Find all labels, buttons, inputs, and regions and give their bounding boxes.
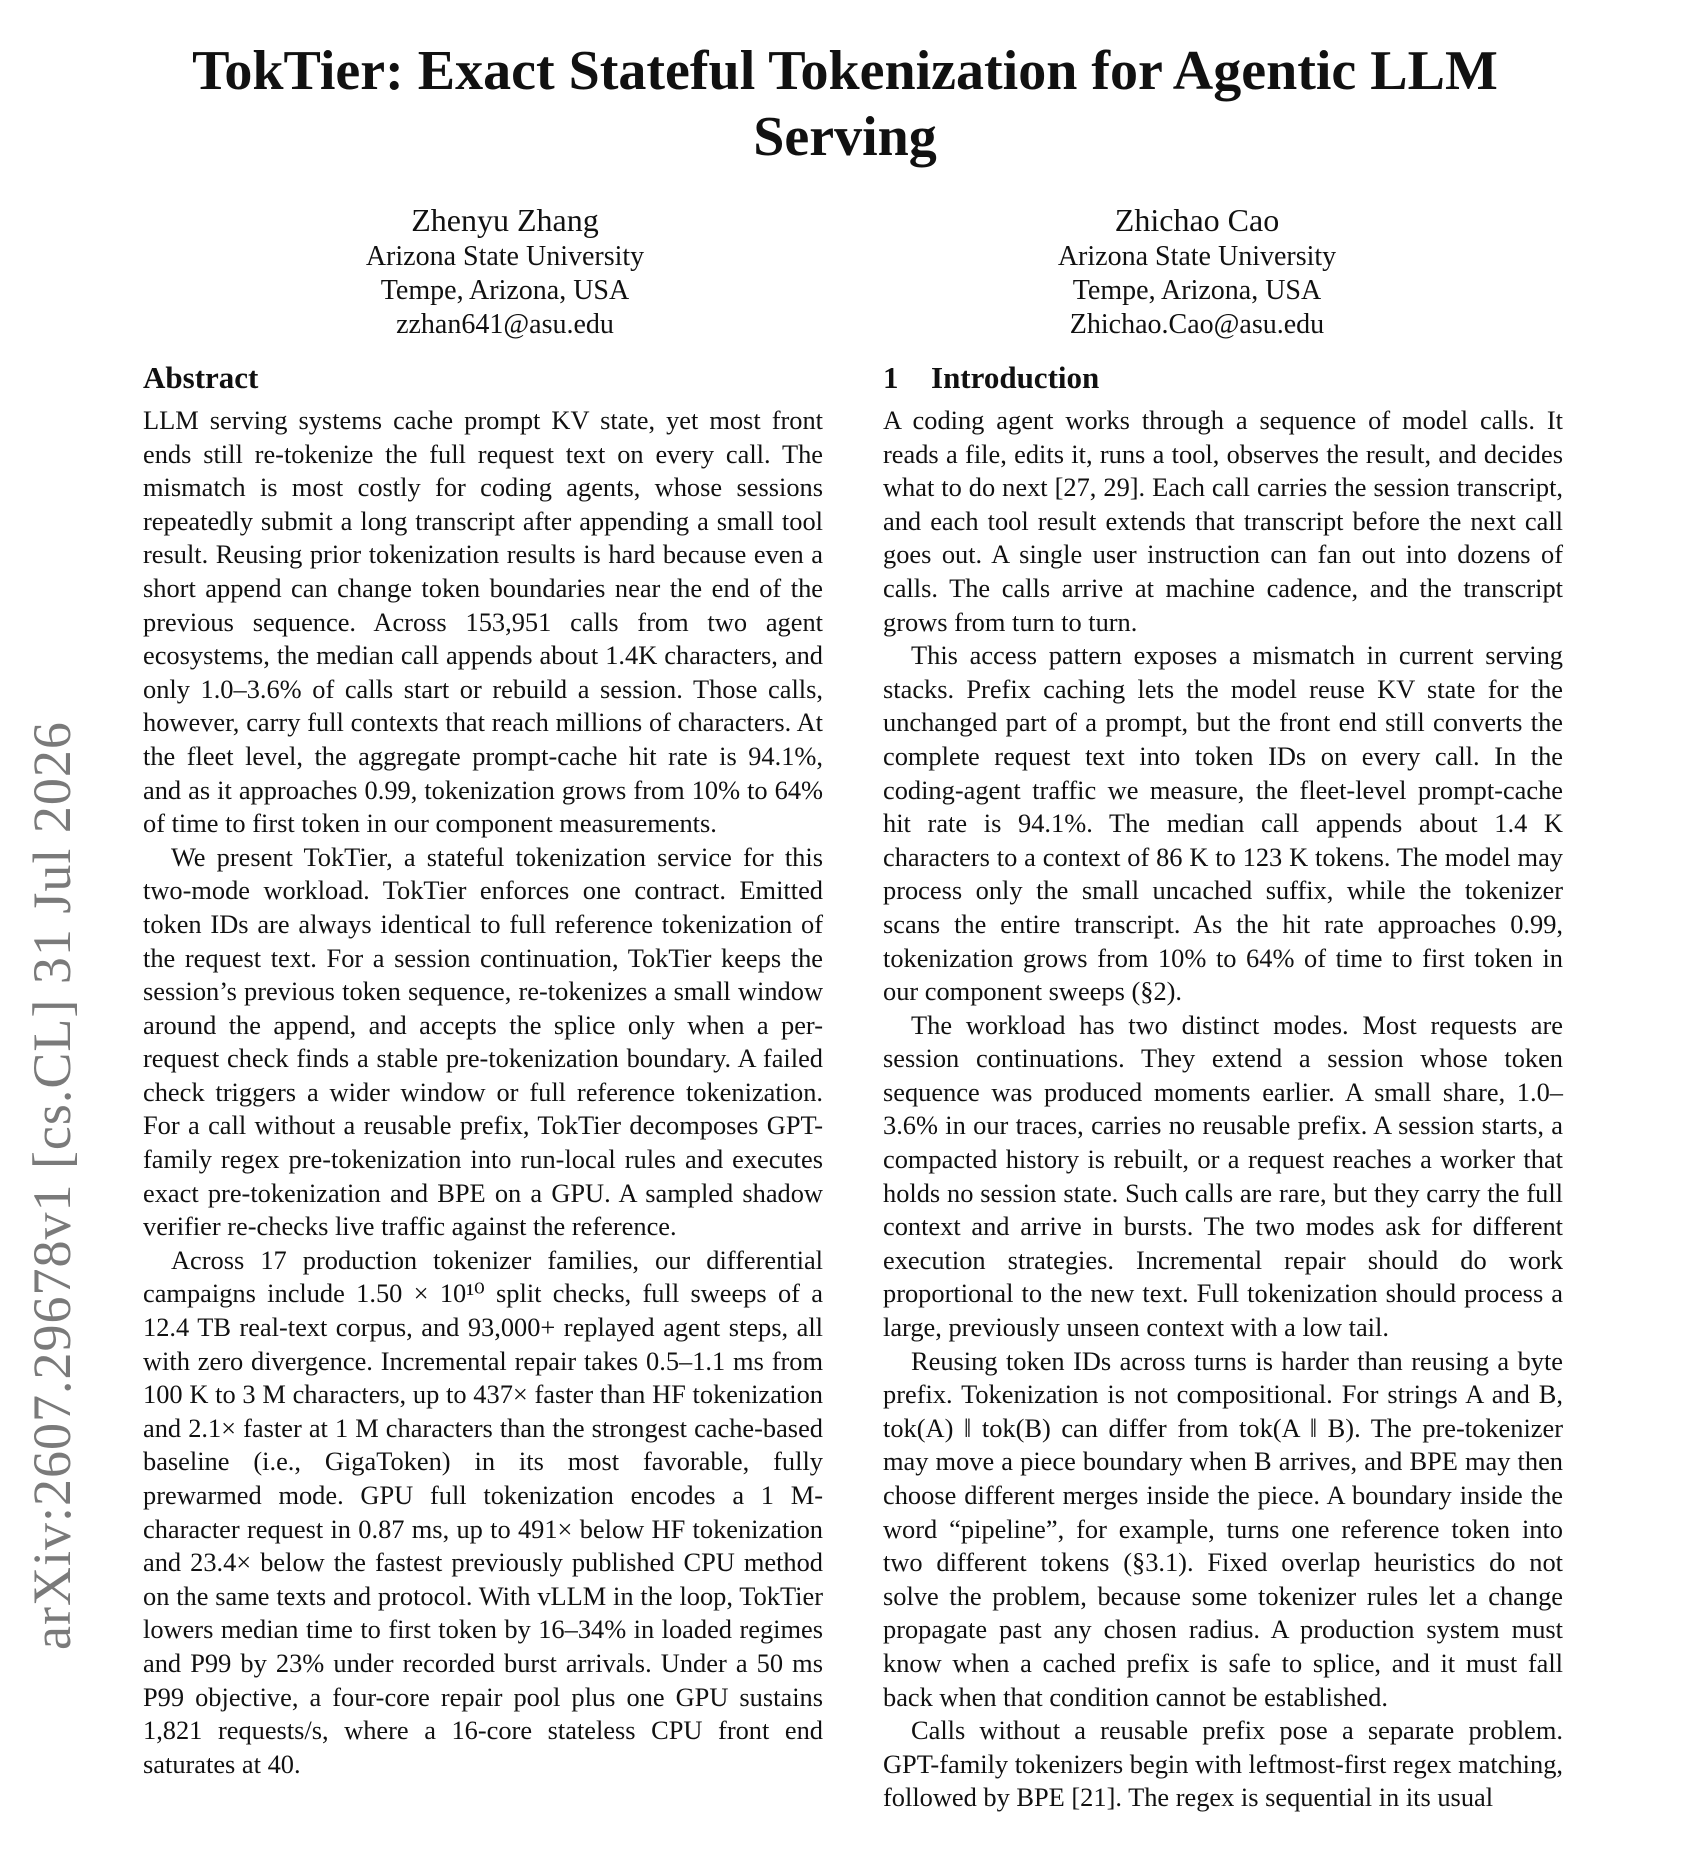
author-affiliation: Arizona State University xyxy=(365,241,645,272)
abstract-paragraph: We present TokTier, a stateful tokenization service for this two-mode workload. TokTier enforces one contract. Emitted token IDs are always identical to full reference tokenization of the request text. For a session continuation, TokTier keeps the session’s previous token sequence, re-tokenizes a small window around the append, and accepts the splice only when a per-request check finds a stable pre-tokenization boundary. A failed check triggers a wider window or full reference tokenization. For a call without a reusable prefix, TokTier decomposes GPT-family regex pre-tokenization into run-local rules and executes exact pre-tokenization and BPE on a GPU. A sampled shadow verifier re-checks live traffic against the reference. xyxy=(143,841,823,1242)
author-location: Tempe, Arizona, USA xyxy=(380,275,630,306)
author-name: Zhenyu Zhang xyxy=(411,202,599,238)
body-paragraph: The workload has two distinct modes. Most requests are session continuations. They extend a session whose token sequence was produced moments earlier. A small share, 1.0–3.6% in our traces, carries no reusable prefix. A session starts, a compacted history is rebuilt, or a request reaches a worker that holds no session state. Such calls are rare, but they carry the full context and arrive in bursts. The two modes ask for different execution strategies. Incremental repair should do work proportional to the new text. Full tokenization should process a large, previously unseen context with a low tail. xyxy=(883,1009,1563,1343)
section-title: Introduction xyxy=(931,360,1100,395)
body-paragraph: Reusing token IDs across turns is harder than reusing a byte prefix. Tokenization is not compositional. For strings A and B, tok(A) ‖ tok(B) can differ from tok(A ‖ B). The pre-tokenizer may move a piece boundary when B arrives, and BPE may then choose different merges inside the piece. A boundary inside the word “pipeline”, for example, turns one reference token into two different tokens (§3.1). Fixed overlap heuristics do not solve the problem, because some tokenizer rules let a change propagate past any chosen radius. A production system must know when a cached prefix is safe to splice, and it must fall back when that condition cannot be established. xyxy=(883,1345,1563,1712)
body-paragraph: This access pattern exposes a mismatch in current serving stacks. Prefix caching lets the model reuse KV state for the unchanged part of a prompt, but the front end still converts the complete request text into token IDs on every call. In the coding-agent traffic we measure, the fleet-level prompt-cache hit rate is 94.1%. The median call appends about 1.4 K characters to a context of 86 K to 123 K tokens. The model may process only the small uncached suffix, while the tokenizer scans the entire transcript. As the hit rate approaches 0.99, tokenization grows from 10% to 64% of time to first token in our component sweeps (§2). xyxy=(883,640,1563,1007)
introduction-column xyxy=(883,358,1563,1815)
abstract-paragraph: LLM serving systems cache prompt KV state, yet most front ends still re-tokenize the full request text on every call. The mismatch is most costly for coding agents, whose sessions repeatedly submit a long transcript after appending a small tool result. Reusing prior tokenization results is hard because even a short append can change token boundaries near the end of the previous sequence. Across 153,951 calls from two agent ecosystems, the median call appends about 1.4K characters, and only 1.0–3.6% of calls start or rebuild a session. Those calls, however, carry full contexts that reach millions of characters. At the fleet level, the aggregate prompt-cache hit rate is 94.1%, and as it approaches 0.99, tokenization grows from 10% to 64% of time to first token in our component measurements. xyxy=(143,405,823,839)
author-block xyxy=(225,200,785,342)
body-paragraph: Calls without a reusable prefix pose a separate problem. GPT-family tokenizers begin with leftmost-first regex matching, followed by BPE [21]. The regex is sequential in its usual xyxy=(883,1715,1563,1813)
arxiv-identifier: arXiv:2607.29678v1 [cs.CL] 31 Jul 2026 xyxy=(22,721,82,1650)
author-block xyxy=(917,200,1477,342)
author-location: Tempe, Arizona, USA xyxy=(1072,275,1322,306)
body-paragraph: A coding agent works through a sequence of model calls. It reads a file, edits it, runs a tool, observes the result, and decides what to do next [27, 29]. Each call carries the session transcript, and each tool result extends that transcript before the next call goes out. A single user instruction can fan out into dozens of calls. The calls arrive at machine cadence, and the transcript grows from turn to turn. xyxy=(883,405,1563,637)
author-name: Zhichao Cao xyxy=(1114,202,1280,238)
author-email: zzhan641@asu.edu xyxy=(396,309,614,340)
abstract-column xyxy=(143,358,823,1781)
author-email: Zhichao.Cao@asu.edu xyxy=(1069,309,1325,340)
author-affiliation: Arizona State University xyxy=(1057,241,1337,272)
abstract-paragraph: Across 17 production tokenizer families, our differential campaigns include 1.50 × 10¹⁰ split checks, full sweeps of a 12.4 TB real-text corpus, and 93,000+ replayed agent steps, all with zero divergence. Incremental repair takes 0.5–1.1 ms from 100 K to 3 M characters, up to 437× faster than HF tokenization and 2.1× faster at 1 M characters than the strongest cache-based baseline (i.e., GigaToken) in its most favorable, fully prewarmed mode. GPU full tokenization encodes a 1 M-character request in 0.87 ms, up to 491× below HF tokenization and 23.4× below the fastest previously published CPU method on the same texts and protocol. With vLLM in the loop, TokTier lowers median time to first token by 16–34% in loaded regimes and P99 by 23% under recorded burst arrivals. Under a 50 ms P99 objective, a four-core repair pool plus one GPU sustains 1,821 requests/s, where a 16-core stateless CPU front end saturates at 40. xyxy=(143,1244,823,1779)
abstract-heading: Abstract xyxy=(143,360,259,395)
paper-title: TokTier: Exact Stateful Tokenization for Agentic LLM Serving xyxy=(192,40,1498,168)
section-heading xyxy=(883,358,1563,398)
section-number: 1 xyxy=(883,360,899,395)
